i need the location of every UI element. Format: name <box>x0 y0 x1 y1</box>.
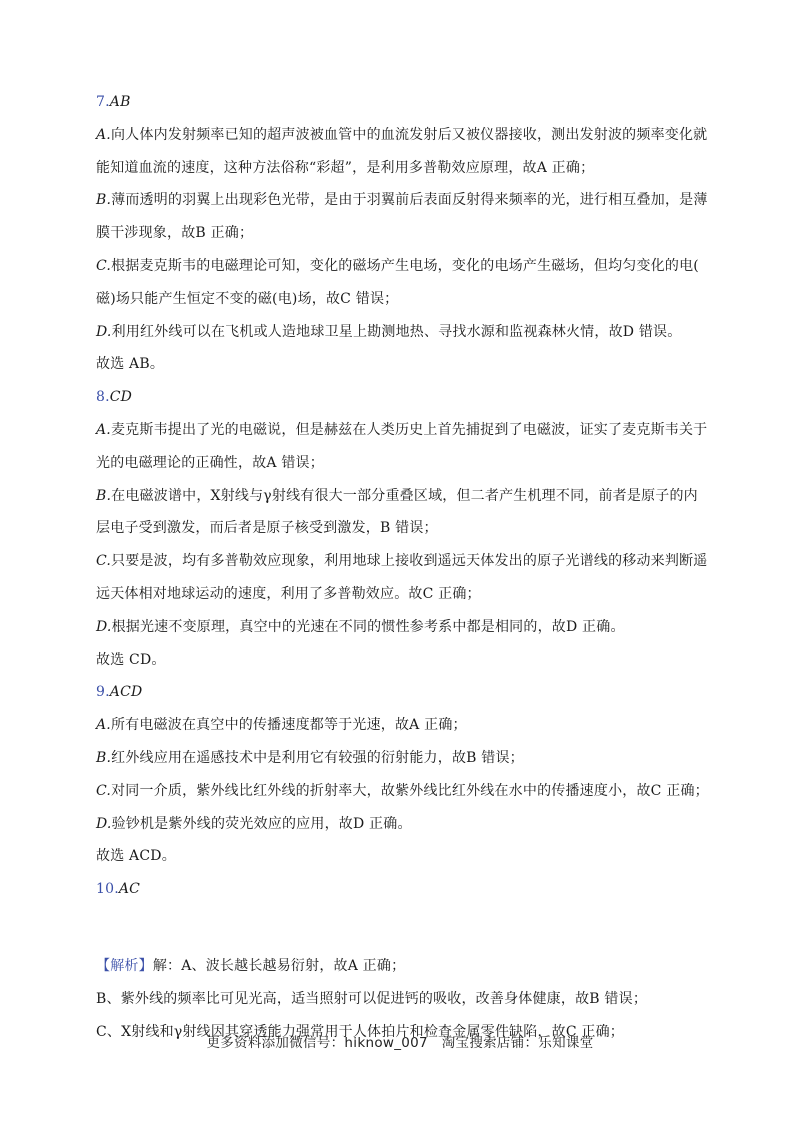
q9-d-label: D. <box>96 815 112 832</box>
q7-option-d-line1 <box>96 323 706 342</box>
q8-a-label: A. <box>96 421 111 438</box>
q8-option-a-line1 <box>96 421 706 440</box>
q7-option-c-line1 <box>96 257 706 276</box>
q8-heading <box>96 388 706 407</box>
q10-c-line: C、X射线和γ射线因其穿透能力强常用于人体拍片和检查金属零件缺陷，故C 正确； <box>96 1023 625 1040</box>
q7-conclusion: 故选 AB。 <box>96 356 165 373</box>
q10-jiexi-label: 【解析】 <box>96 957 153 974</box>
q8-option-b-line1 <box>96 487 706 506</box>
q8-conclusion: 故选 CD。 <box>96 651 166 668</box>
q8-d-text1: 根据光速不变原理，真空中的光速在不同的惯性参考系中都是相同的，故D 正确。 <box>111 618 625 635</box>
q8-option-d-line1 <box>96 618 706 637</box>
q9-c-text1: 对同一介质，紫外线比红外线的折射率大，故紫外线比红外线在水中的传播速度小，故C 正确； <box>111 782 709 799</box>
q8-b-text1: 在电磁波谱中，X射线与γ射线有很大一部分重叠区域，但二者产生机理不同，前者是原子的内 <box>111 487 698 504</box>
q7-b-text1: 薄而透明的羽翼上出现彩色光带，是由于羽翼前后表面反射得来频率的光，进行相互叠加，是薄 <box>111 192 708 209</box>
q8-a-text1: 麦克斯韦提出了光的电磁说，但是赫兹在人类历史上首先捕捉到了电磁波，证实了麦克斯韦关于 <box>110 421 708 438</box>
q10-heading <box>96 880 706 899</box>
answer-content <box>96 93 709 1055</box>
q8-option-a-line2: 光的电磁理论的正确性，故A 错误； <box>96 454 324 471</box>
q8-option-c-line1 <box>96 552 706 571</box>
q8-option-c-line2: 远天体相对地球运动的速度，利用了多普勒效应。故C 正确； <box>96 585 481 602</box>
q9-b-text1: 红外线应用在遥感技术中是利用它有较强的衍射能力，故B 错误； <box>111 749 524 766</box>
q7-b-label: B. <box>96 192 112 209</box>
q9-number: 9. <box>96 684 110 701</box>
q9-option-a-line1 <box>96 716 706 735</box>
q8-b-label: B. <box>96 487 112 504</box>
q9-option-b-line1 <box>96 749 706 768</box>
q8-number: 8. <box>96 389 110 406</box>
q8-c-label: C. <box>96 553 112 570</box>
q9-a-text1: 所有电磁波在真空中的传播速度都等于光速，故A 正确； <box>110 717 467 734</box>
q9-c-label: C. <box>96 782 112 799</box>
q10-answer: AC <box>118 881 141 898</box>
q7-option-c-line2: 磁)场只能产生恒定不变的磁(电)场，故C 错误； <box>96 290 399 307</box>
q7-option-a-line1 <box>96 126 706 145</box>
q10-jiexi-line1 <box>96 957 706 976</box>
q7-a-text1: 向人体内发射频率已知的超声波被血管中的血流发射后又被仪器接收，测出发射波的频率变化就 <box>110 126 708 143</box>
q10-jiexi-text1: 解：A、波长越长越易衍射，故A 正确； <box>152 957 406 974</box>
q9-conclusion: 故选 ACD。 <box>96 848 176 865</box>
q7-d-text1: 利用红外线可以在飞机或人造地球卫星上勘测地热、寻找水源和监视森林火情，故D 错误。 <box>111 323 682 340</box>
q9-option-c-line1 <box>96 782 709 801</box>
footer-note: 更多资料添加微信号：hiknow_007 淘宝搜索店铺：乐知课堂 <box>206 1035 594 1051</box>
q7-c-text1: 根据麦克斯韦的电磁理论可知，变化的磁场产生电场，变化的电场产生磁场，但均匀变化的电( <box>111 257 699 274</box>
q7-option-b-line1 <box>96 191 706 210</box>
q9-a-label: A. <box>96 717 111 734</box>
q7-c-label: C. <box>96 257 112 274</box>
q7-number: 7. <box>96 94 110 110</box>
q8-answer: CD <box>109 389 133 406</box>
q9-heading <box>96 683 706 702</box>
q7-answer: AB <box>109 94 131 110</box>
q7-heading <box>96 93 706 112</box>
q7-option-a-line2: 能知道血流的速度，这种方法俗称“彩超”，是利用多普勒效应原理，故A 正确； <box>96 159 595 176</box>
q10-spacer <box>96 913 706 957</box>
q7-a-label: A. <box>96 126 111 143</box>
q9-b-label: B. <box>96 749 112 766</box>
q10-number: 10. <box>96 881 119 898</box>
q8-d-label: D. <box>96 618 112 635</box>
q9-option-d-line1 <box>96 815 706 834</box>
q9-answer: ACD <box>109 684 143 701</box>
q7-option-b-line2: 膜干涉现象，故B 正确； <box>96 225 254 242</box>
q9-d-text1: 验钞机是紫外线的荧光效应的应用，故D 正确。 <box>111 815 412 832</box>
q10-b-line: B、紫外线的频率比可见光高，适当照射可以促进钙的吸收，改善身体健康，故B 错误； <box>96 990 648 1007</box>
q8-c-text1: 只要是波，均有多普勒效应现象，利用地球上接收到遥远天体发出的原子光谱线的移动来判断遥 <box>111 553 708 570</box>
q8-option-b-line2: 层电子受到激发，而后者是原子核受到激发，B 错误； <box>96 520 438 537</box>
q7-d-label: D. <box>96 323 112 340</box>
